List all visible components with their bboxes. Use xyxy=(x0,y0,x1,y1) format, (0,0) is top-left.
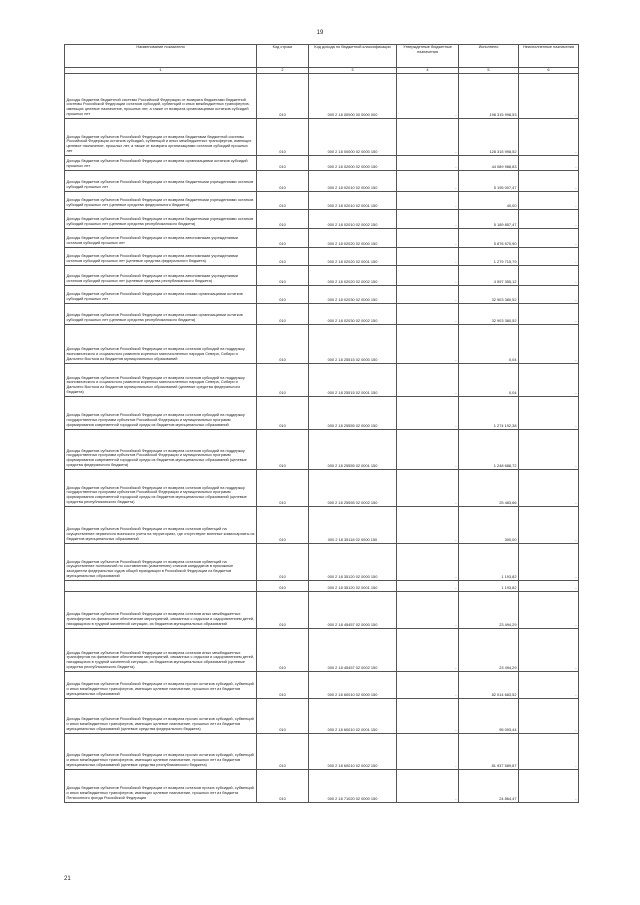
executed-cell: 300,00 xyxy=(459,507,519,544)
unexecuted-cell: - xyxy=(519,397,579,430)
indicator-name-cell: Доходы бюджетов субъектов Российской Федерации от возврата остатков субсидий на поддержку экономического и социального развития коренных малочисленных народов Севера, Сибири и Дальнего Востока из бюджетов муниципальных образований xyxy=(65,325,257,364)
table-row xyxy=(65,192,579,210)
indicator-name-cell: Доходы бюджетов субъектов Российской Федерации от возврата остатков субвенций на осуществление первичного воинского учета на территориях, где отсутствуют военные комиссариаты из бюджетов муниципальных образований xyxy=(65,507,257,544)
approved-cell: - xyxy=(397,74,459,119)
table-row xyxy=(65,304,579,325)
line-code-cell: 010 xyxy=(257,248,309,266)
line-code-cell: 010 xyxy=(257,192,309,210)
line-code-cell: 010 xyxy=(257,119,309,156)
line-code-cell: 010 xyxy=(257,507,309,544)
unexecuted-cell: - xyxy=(519,192,579,210)
executed-cell: 81 937 589,87 xyxy=(459,734,519,770)
approved-cell: - xyxy=(397,430,459,470)
unexecuted-cell: - xyxy=(519,544,579,581)
unexecuted-cell: - xyxy=(519,430,579,470)
approved-cell: - xyxy=(397,734,459,770)
line-code-cell: 010 xyxy=(257,304,309,325)
approved-cell: - xyxy=(397,156,459,171)
approved-cell: - xyxy=(397,544,459,581)
table-row xyxy=(65,629,579,672)
executed-cell: 1 193,82 xyxy=(459,544,519,581)
unexecuted-cell: - xyxy=(519,286,579,304)
approved-cell: - xyxy=(397,119,459,156)
approved-cell: - xyxy=(397,470,459,507)
revenue-code-cell: 000 2 18 25555 02 0000 150 xyxy=(309,397,397,430)
unexecuted-cell: - xyxy=(519,364,579,397)
header-approved: Утвержденные бюджетные назначения xyxy=(397,45,459,68)
approved-cell: - xyxy=(397,171,459,192)
revenue-code-cell: 000 2 18 60010 02 0000 150 xyxy=(309,672,397,699)
indicator-name-cell: Доходы бюджетов субъектов Российской Федерации от возврата прочих остатков субсидий, субвенций и иных межбюджетных трансфертов, имеющих целевое назначение, прошлых лет из бюджетов муниципальных образований xyxy=(65,672,257,699)
indicator-name-cell: Доходы бюджетов субъектов Российской Федерации от возврата остатков прочих субсидий, субвенций и иных межбюджетных трансфертов, имеющих целевое назначение, прошлых лет из бюджета Пенсионного фонда Российской Федерации xyxy=(65,770,257,803)
revenue-code-cell: 000 2 18 71020 02 0000 150 xyxy=(309,770,397,803)
executed-cell: 23 494,29 xyxy=(459,629,519,672)
approved-cell: - xyxy=(397,229,459,248)
revenue-code-cell: 000 2 18 25515 02 0000 150 xyxy=(309,325,397,364)
column-number: 3 xyxy=(309,68,397,74)
revenue-code-cell: 000 2 18 25555 02 0002 150 xyxy=(309,470,397,507)
unexecuted-cell: - xyxy=(519,74,579,119)
revenue-code-cell: 000 2 18 02020 02 0000 150 xyxy=(309,229,397,248)
revenue-code-cell: 000 2 18 02010 02 0000 150 xyxy=(309,171,397,192)
header-indicator-name: Наименование показателя xyxy=(65,45,257,68)
header-unexecuted: Неисполненные назначения xyxy=(519,45,579,68)
executed-cell: 32 903 380,52 xyxy=(459,286,519,304)
line-code-cell: 010 xyxy=(257,581,309,592)
indicator-name-cell: Доходы бюджетов субъектов Российской Федерации от возврата организациями остатков субсидий прошлых лет xyxy=(65,156,257,171)
executed-cell: 0,04 xyxy=(459,364,519,397)
table-row xyxy=(65,325,579,364)
indicator-name-cell: Доходы бюджетов субъектов Российской Федерации от возврата остатков субсидий на поддержку государственных программ субъектов Российской Федерации и муниципальных программ формирования современной городской среды из бюджетов муниципальных образований (целевые средства федерального бюджета) xyxy=(65,430,257,470)
unexecuted-cell: - xyxy=(519,507,579,544)
approved-cell: - xyxy=(397,210,459,229)
revenue-code-cell: 000 2 18 00000 00 0000 000 xyxy=(309,74,397,119)
unexecuted-cell: - xyxy=(519,248,579,266)
page-number: 19 xyxy=(316,30,324,36)
approved-cell: - xyxy=(397,266,459,286)
revenue-code-cell: 000 2 18 35120 02 0000 150 xyxy=(309,544,397,581)
executed-cell: 24 864,47 xyxy=(459,770,519,803)
revenue-code-cell: 000 2 18 02010 02 0001 150 xyxy=(309,192,397,210)
executed-cell: 1 279 715,79 xyxy=(459,248,519,266)
unexecuted-cell: - xyxy=(519,470,579,507)
indicator-name-cell: Доходы бюджетов субъектов Российской Федерации от возврата автономными учреждениями остатков субсидий прошлых лет (целевые средства федерального бюджета) xyxy=(65,248,257,266)
line-code-cell: 010 xyxy=(257,629,309,672)
line-code-cell: 010 xyxy=(257,74,309,119)
revenue-code-cell: 000 2 18 02000 02 0000 150 xyxy=(309,156,397,171)
indicator-name-cell: Доходы бюджетов субъектов Российской Федерации от возврата прочих остатков субсидий, субвенций и иных межбюджетных трансфертов, имеющих целевое назначение, прошлых лет из бюджетов муниципальных образований (целевые средства федерального бюджета) xyxy=(65,699,257,734)
approved-cell: - xyxy=(397,629,459,672)
indicator-name-cell: Доходы бюджетов бюджетной системы Российской Федерации от возврата бюджетами бюджетной системы Российской Федерации остатков субсидий, субвенций и иных межбюджетных трансфертов, имеющих целевое назначение, прошлых лет, а также от возврата организациями остатков субсидий прошлых лет xyxy=(65,74,257,119)
executed-cell: 4 597 355,12 xyxy=(459,266,519,286)
revenue-code-cell: 000 2 18 35120 02 0001 150 xyxy=(309,581,397,592)
line-code-cell: 010 xyxy=(257,156,309,171)
line-code-cell: 010 xyxy=(257,672,309,699)
line-code-cell: 010 xyxy=(257,364,309,397)
unexecuted-cell: - xyxy=(519,325,579,364)
table-row xyxy=(65,430,579,470)
line-code-cell: 010 xyxy=(257,734,309,770)
table-row xyxy=(65,266,579,286)
indicator-name-cell: Доходы бюджетов субъектов Российской Федерации от возврата прочих остатков субсидий, субвенций и иных межбюджетных трансфертов, имеющих целевое назначение, прошлых лет из бюджетов муниципальных образований (целевые средства республиканского бюджета) xyxy=(65,734,257,770)
line-code-cell: 010 xyxy=(257,229,309,248)
line-code-cell: 010 xyxy=(257,266,309,286)
unexecuted-cell: - xyxy=(519,229,579,248)
footer-page-number: 21 xyxy=(64,876,71,882)
header-line-code: Код строки xyxy=(257,45,309,68)
revenue-code-cell: 000 2 18 45457 02 0000 150 xyxy=(309,592,397,629)
line-code-cell: 010 xyxy=(257,397,309,430)
line-code-cell: 010 xyxy=(257,592,309,629)
table-row xyxy=(65,544,579,581)
executed-cell: 198 315 998,53 xyxy=(459,74,519,119)
column-number: 2 xyxy=(257,68,309,74)
revenue-code-cell: 000 2 18 02020 02 0001 150 xyxy=(309,248,397,266)
line-code-cell: 010 xyxy=(257,544,309,581)
approved-cell: - xyxy=(397,507,459,544)
line-code-cell: 010 xyxy=(257,470,309,507)
indicator-name-cell: Доходы бюджетов субъектов Российской Федерации от возврата бюджетами бюджетной системы Российской Федерации остатков субсидий, субвенций и иных межбюджетных трансфертов, имеющих целевое назначение, прошлых лет, а также от возврата организациями остатков субсидий прошлых лет xyxy=(65,119,257,156)
indicator-name-cell: Доходы бюджетов субъектов Российской Федерации от возврата иными организациями остатков субсидий прошлых лет (целевые средства республиканского бюджета) xyxy=(65,304,257,325)
line-code-cell: 010 xyxy=(257,171,309,192)
table-row xyxy=(65,470,579,507)
table-row xyxy=(65,156,579,171)
line-code-cell: 010 xyxy=(257,325,309,364)
executed-cell: 5 195 007,47 xyxy=(459,171,519,192)
table-row xyxy=(65,171,579,192)
table-row xyxy=(65,210,579,229)
indicator-name-cell: Доходы бюджетов субъектов Российской Федерации от возврата бюджетными учреждениями остатков субсидий прошлых лет (целевые средства федерального бюджета) xyxy=(65,192,257,210)
table-row xyxy=(65,507,579,544)
executed-cell: 44 089 988,83 xyxy=(459,156,519,171)
approved-cell: - xyxy=(397,592,459,629)
indicator-name-cell: Доходы бюджетов субъектов Российской Федерации от возврата остатков иных межбюджетных трансфертов на финансовое обеспечение мероприятий, связанных с отдыхом и оздоровлением детей, находящихся в трудной жизненной ситуации, из бюджетов муниципальных образований (целевые средства республиканского бюджета) xyxy=(65,629,257,672)
approved-cell: - xyxy=(397,364,459,397)
executed-cell: 82 014 683,52 xyxy=(459,672,519,699)
indicator-name-cell: Доходы бюджетов субъектов Российской Федерации от возврата остатков субсидий на поддержку экономического и социального развития коренных малочисленных народов Севера, Сибири и Дальнего Востока из бюджетов муниципальных образований (целевые средства федерального бюджета) xyxy=(65,364,257,397)
table-row xyxy=(65,672,579,699)
table-row xyxy=(65,229,579,248)
approved-cell: - xyxy=(397,192,459,210)
indicator-name-cell: Доходы бюджетов субъектов Российской Федерации от возврата остатков субвенций на осуществление полномочий по составлению (изменению) списков кандидатов в присяжные заседатели федеральных судов общей юрисдикции в Российской Федерации из бюджетов муниципальных образований xyxy=(65,544,257,581)
column-number: 1 xyxy=(65,68,257,74)
column-number: 5 xyxy=(459,68,519,74)
table-row xyxy=(65,592,579,629)
line-code-cell: 010 xyxy=(257,770,309,803)
table-row xyxy=(65,248,579,266)
table-row xyxy=(65,734,579,770)
table-row xyxy=(65,397,579,430)
approved-cell: - xyxy=(397,581,459,592)
revenue-code-cell: 000 2 18 25555 02 0001 150 xyxy=(309,430,397,470)
executed-cell: 40,00 xyxy=(459,192,519,210)
indicator-name-cell: Доходы бюджетов субъектов Российской Федерации от возврата бюджетными учреждениями остатков субсидий прошлых лет xyxy=(65,171,257,192)
line-code-cell: 010 xyxy=(257,210,309,229)
table-row xyxy=(65,74,579,119)
revenue-code-cell: 000 2 18 02010 02 0002 150 xyxy=(309,210,397,229)
unexecuted-cell: - xyxy=(519,592,579,629)
table-header-row xyxy=(65,45,579,68)
revenue-code-cell: 000 2 18 02020 02 0002 150 xyxy=(309,266,397,286)
executed-cell: 25 483,66 xyxy=(459,470,519,507)
executed-cell: 0,04 xyxy=(459,325,519,364)
unexecuted-cell: - xyxy=(519,266,579,286)
executed-cell: 32 903 380,52 xyxy=(459,304,519,325)
budget-revenue-table xyxy=(64,44,579,803)
unexecuted-cell: - xyxy=(519,672,579,699)
unexecuted-cell: - xyxy=(519,629,579,672)
column-number: 6 xyxy=(519,68,579,74)
approved-cell: - xyxy=(397,248,459,266)
indicator-name-cell xyxy=(65,581,257,592)
table-row xyxy=(65,364,579,397)
revenue-code-cell: 000 2 18 60010 02 0002 150 xyxy=(309,734,397,770)
unexecuted-cell: - xyxy=(519,770,579,803)
line-code-cell: 010 xyxy=(257,286,309,304)
executed-cell: 1 248 688,72 xyxy=(459,430,519,470)
unexecuted-cell: - xyxy=(519,304,579,325)
table-row xyxy=(65,581,579,592)
executed-cell: 95 093,44 xyxy=(459,699,519,734)
indicator-name-cell: Доходы бюджетов субъектов Российской Федерации от возврата иными организациями остатков субсидий прошлых лет xyxy=(65,286,257,304)
approved-cell: - xyxy=(397,699,459,734)
line-code-cell: 010 xyxy=(257,430,309,470)
unexecuted-cell: - xyxy=(519,210,579,229)
unexecuted-cell: - xyxy=(519,119,579,156)
revenue-code-cell: 000 2 18 45457 02 0002 150 xyxy=(309,629,397,672)
header-revenue-code: Код дохода по бюджетной классификации xyxy=(309,45,397,68)
approved-cell: - xyxy=(397,325,459,364)
unexecuted-cell: - xyxy=(519,171,579,192)
line-code-cell: 010 xyxy=(257,699,309,734)
approved-cell: - xyxy=(397,770,459,803)
executed-cell: 5 189 857,47 xyxy=(459,210,519,229)
revenue-code-cell: 000 2 18 25515 02 0001 150 xyxy=(309,364,397,397)
unexecuted-cell: - xyxy=(519,699,579,734)
approved-cell: - xyxy=(397,286,459,304)
executed-cell: 1 274 192,38 xyxy=(459,397,519,430)
indicator-name-cell: Доходы бюджетов субъектов Российской Федерации от возврата автономными учреждениями остатков субсидий прошлых лет xyxy=(65,229,257,248)
indicator-name-cell: Доходы бюджетов субъектов Российской Федерации от возврата бюджетными учреждениями остатков субсидий прошлых лет (целевые средства республиканского бюджета) xyxy=(65,210,257,229)
revenue-code-cell: 000 2 18 60010 02 0001 150 xyxy=(309,699,397,734)
indicator-name-cell: Доходы бюджетов субъектов Российской Федерации от возврата остатков субсидий на поддержку государственных программ субъектов Российской Федерации и муниципальных программ формирования современной городской среды из бюджетов муниципальных образований (целевые средства республиканского бюджета) xyxy=(65,470,257,507)
indicator-name-cell: Доходы бюджетов субъектов Российской Федерации от возврата остатков субсидий на поддержку государственных программ субъектов Российской Федерации и муниципальных программ формирования современной городской среды из бюджетов муниципальных образований xyxy=(65,397,257,430)
table-row xyxy=(65,699,579,734)
executed-cell: 23 494,29 xyxy=(459,592,519,629)
indicator-name-cell: Доходы бюджетов субъектов Российской Федерации от возврата остатков иных межбюджетных трансфертов на финансовое обеспечение мероприятий, связанных с отдыхом и оздоровлением детей, находящихся в трудной жизненной ситуации, из бюджетов муниципальных образований xyxy=(65,592,257,629)
header-executed: Исполнено xyxy=(459,45,519,68)
table-row xyxy=(65,286,579,304)
revenue-code-cell: 000 2 18 00000 02 0000 150 xyxy=(309,119,397,156)
table-row xyxy=(65,770,579,803)
executed-cell: 5 876 570,90 xyxy=(459,229,519,248)
unexecuted-cell: - xyxy=(519,581,579,592)
column-number: 4 xyxy=(397,68,459,74)
revenue-code-cell: 000 2 18 35118 02 0000 150 xyxy=(309,507,397,544)
table-row xyxy=(65,119,579,156)
unexecuted-cell: - xyxy=(519,156,579,171)
approved-cell: - xyxy=(397,672,459,699)
revenue-code-cell: 000 2 18 02030 02 0002 150 xyxy=(309,304,397,325)
approved-cell: - xyxy=(397,397,459,430)
approved-cell: - xyxy=(397,304,459,325)
executed-cell: 128 315 998,52 xyxy=(459,119,519,156)
executed-cell: 1 193,82 xyxy=(459,581,519,592)
unexecuted-cell: - xyxy=(519,734,579,770)
revenue-code-cell: 000 2 18 02030 02 0000 150 xyxy=(309,286,397,304)
indicator-name-cell: Доходы бюджетов субъектов Российской Федерации от возврата автономными учреждениями остатков субсидий прошлых лет (целевые средства республиканского бюджета) xyxy=(65,266,257,286)
